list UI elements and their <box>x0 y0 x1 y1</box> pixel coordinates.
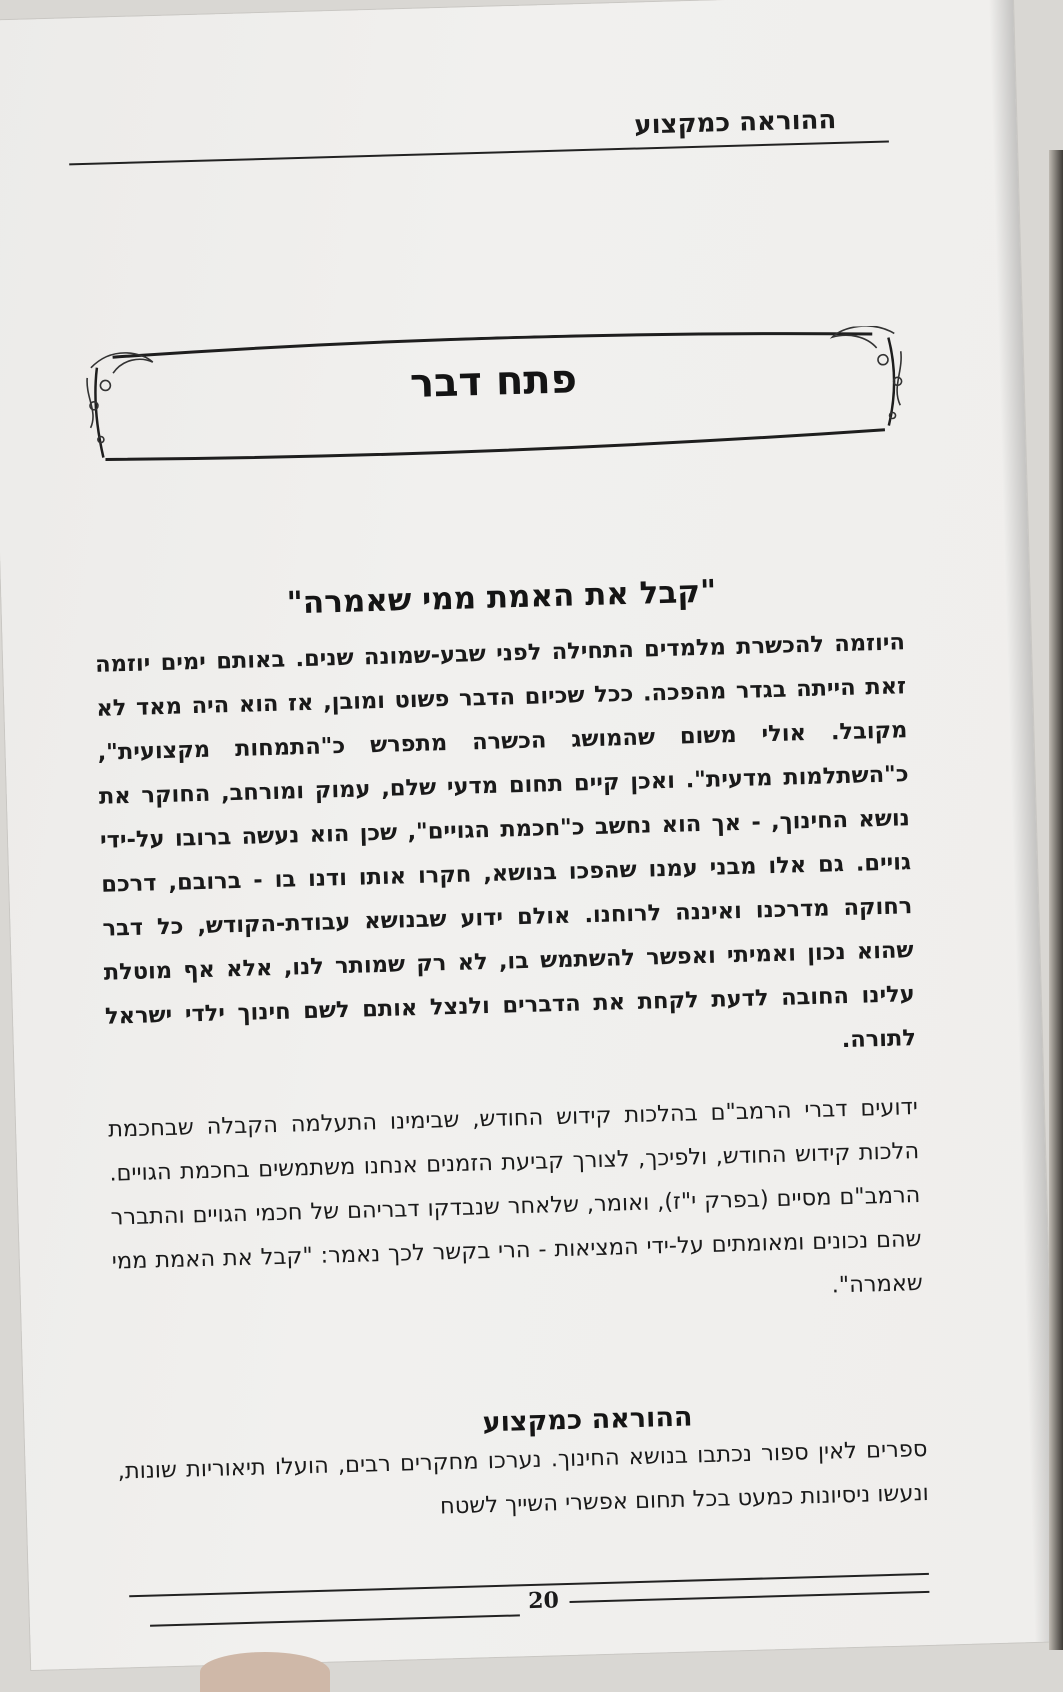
running-head: ההוראה כמקצוע <box>633 104 837 141</box>
paragraph-3: ספרים לאין ספור נכתבו בנושא החינוך. נערכו מחקרים רבים, הועלו תיאוריות שונות, ונעשו ניסיונות כמעט בכל תחום אפשרי השייך לשטח <box>117 1435 930 1520</box>
section-heading-teaching: ההוראה כמקצוע <box>482 1401 693 1439</box>
footer-rule-right <box>570 1591 930 1603</box>
page-number: 20 <box>527 1587 560 1615</box>
thumb <box>200 1652 330 1692</box>
paragraph-2: ידועים דברי הרמב"ם בהלכות קידוש החודש, שבימינו התעלמה הקבלה שבחכמת הלכות קידוש החודש, ולפיכך, לצורך קביעת הזמנים אנחנו משתמשים בחכמת הגויים. הרמב"ם מסיים (בפרק י"ז), ואומר, שלאחר שנבדקו דבריהם של חכמי הגויים והתברר שהם נכונים ומאומתים על-ידי המציאות - הרי בקשר לכך נאמר: "קבל את האמת ממי שאמרה". <box>107 1094 924 1299</box>
paragraph-1: היוזמה להכשרת מלמדים התחילה לפני שבע-שמונה שנים. באותם ימים יוזמה זאת הייתה בגדר מהפכה. ככל שכיום הדבר פשוט ומובן, אז הוא היה מאד לא מקובל. אולי משום שהמושג הכשרה מתפרש כ"התמחות מקצועית", כ"השתלמות מדעית". ואכן קיים תחום מדעי שלם, עמוק ומורחב, החוקר את נושא החינוך, - אך הוא נחשב כ"חכמת הגויים", שכן הוא נעשה ברובו על-ידי גויים. גם אלו מבני עמנו שהפכו בנושא, חקרו אותו ודנו בו - ברובם, דרכם רחוקה מדרכנו ואיננה לרוחנו. אולם ידוע שבנושא עבודת-הקודש, כל דבר שהוא נכון ואמיתי ואפשר להשתמש בו, לא רק שמותר לנו, אלא אף מוטלת עלינו החובה לדעת לקחת את הדברים ולנצל אותם לשם חינוך ילדי ישראל לתורה. <box>94 629 917 1054</box>
footer-rule-left <box>150 1614 520 1626</box>
book-cover-edge <box>1049 150 1063 1650</box>
page-title: פתח דבר <box>409 356 578 407</box>
title-frame <box>82 325 905 468</box>
section-heading-quote: "קבל את האמת ממי שאמרה" <box>286 573 717 622</box>
